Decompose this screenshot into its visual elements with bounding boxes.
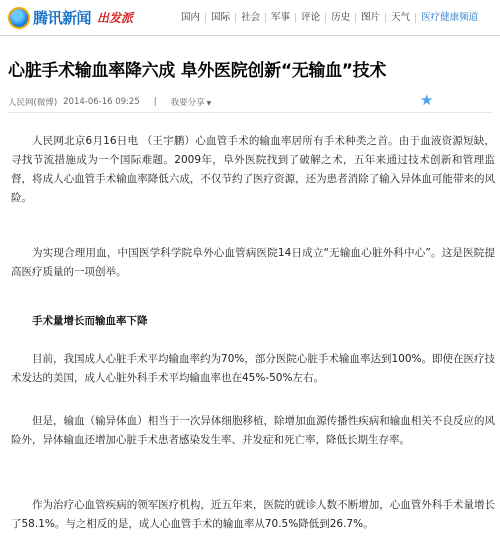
nav-item-history[interactable]: 历史 <box>325 13 355 23</box>
share-button[interactable] <box>171 96 212 108</box>
logo-text: 腾讯新闻 <box>33 9 92 27</box>
article-paragraph: 作为治疗心血管疾病的领军医疗机构，近五年来，医院的就诊人数不断增加，心血管外科手术量增长了58.1%。与之相反的是，成人心血管手术的输血率从70.5%降低到26.7%。 <box>11 499 495 530</box>
article-paragraph: 人民网北京6月16日电 （王宇鹏）心血管手术的输血率居所有手术种类之首。由于血液资源短缺，寻找节流措施成为一个国际难题。2009年，阜外医院找到了破解之术，五年来通过技术创新和管理监督，将成人心血管手术输血率降低六成，不仅节约了医疗资源，还为患者消除了输入异体血可能带来的风险。 <box>11 135 495 204</box>
article-paragraph: 为实现合理用血，中国医学科学院阜外心血管病医院14日成立“无输血心脏外科中心”。这是医院提高医疗质量的一项创举。 <box>11 247 495 278</box>
nav-item-photos[interactable]: 图片 <box>355 13 385 23</box>
article-paragraph: 目前，我国成人心脏手术平均输血率约为70%，部分医院心脏手术输血率达到100%。即使在医疗技术发达的美国，成人心脏外科手术平均输血率也在45%-50%左右。 <box>11 353 495 384</box>
article-subheading: 手术量增长而输血率下降 <box>32 315 148 327</box>
nav-item-weather[interactable]: 天气 <box>385 13 415 23</box>
star-icon[interactable]: ★ <box>420 91 434 109</box>
site-logo[interactable] <box>0 7 133 29</box>
article-source[interactable]: 人民网(微博) <box>8 98 58 108</box>
logo-sub: 出发派 <box>97 11 134 25</box>
meta-divider: | <box>153 97 157 107</box>
meta-divider-line <box>8 112 492 113</box>
site-header <box>0 0 500 36</box>
article-paragraph: 但是，输血（输异体血）相当于一次异体细胞移植，除增加血源传播性疾病和输血相关不良反应的风险外，异体输血还增加心脏手术患者感染发生率、并发症和死亡率，降低长期生存率。 <box>11 415 495 446</box>
nav-item-domestic[interactable]: 国内 <box>181 12 201 23</box>
nav-item-commentary[interactable]: 评论 <box>295 13 325 23</box>
nav-item-international[interactable]: 国际 <box>205 13 235 23</box>
article-title: 心脏手术输血率降六成 阜外医院创新“无输血”技术 <box>8 61 387 81</box>
chevron-down-icon: ▼ <box>206 100 212 107</box>
tencent-news-logo-icon <box>8 7 30 29</box>
nav-item-military[interactable]: 军事 <box>265 13 295 23</box>
nav-item-health-channel[interactable]: 医疗健康频道 <box>415 13 483 23</box>
nav-item-society[interactable]: 社会 <box>235 13 265 23</box>
article-datetime: 2014-06-16 09:25 <box>63 97 140 107</box>
channel-nav <box>176 0 483 36</box>
share-label: 我要分享 <box>170 98 205 108</box>
